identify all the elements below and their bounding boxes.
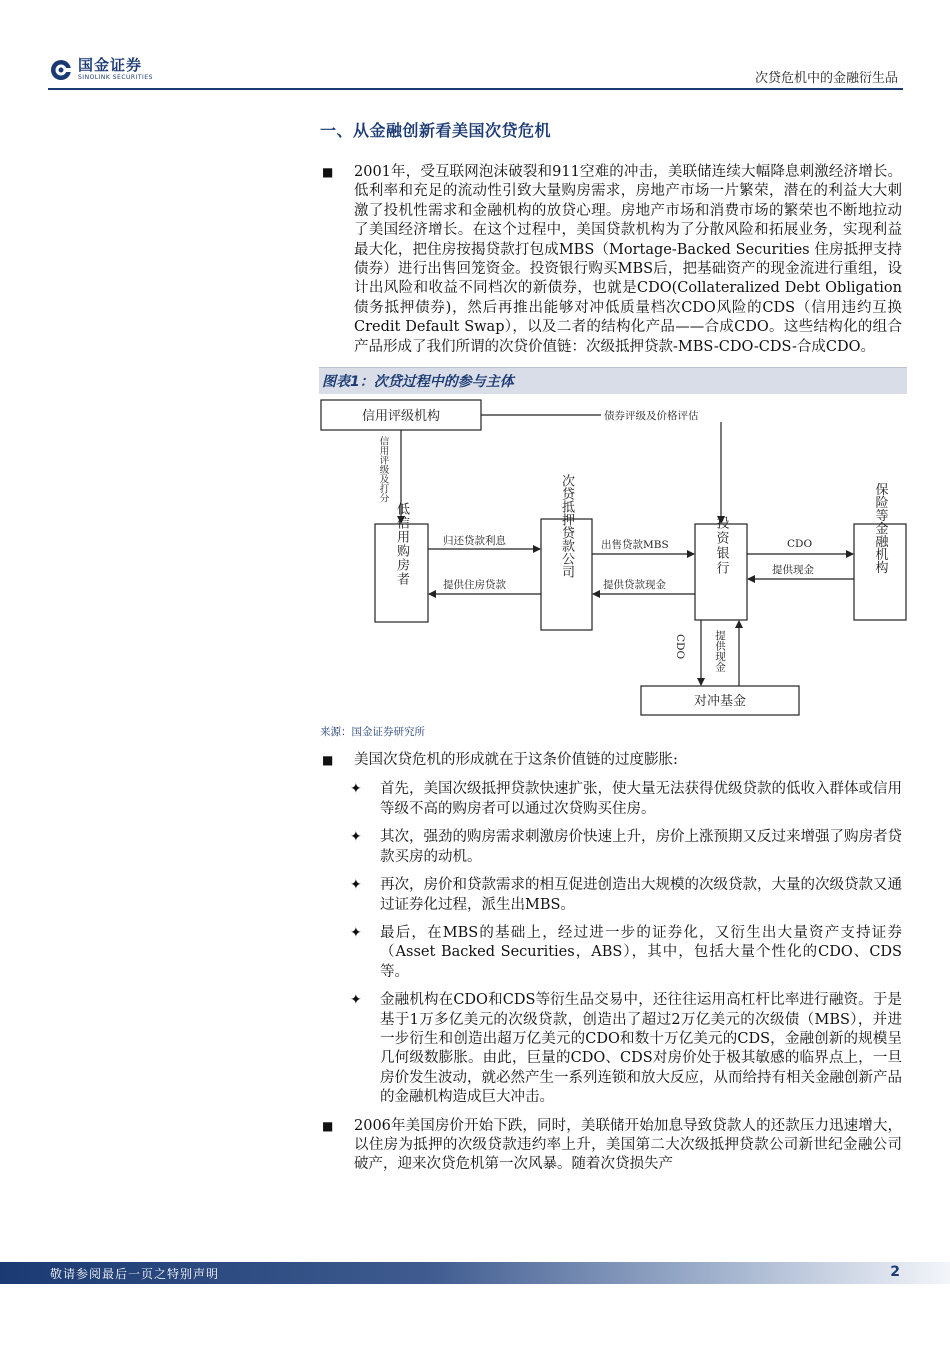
- edge-cdo-hedge-label: CDO: [674, 634, 686, 660]
- disclaimer-notice: 敬请参阅最后一页之特别声明: [50, 1267, 220, 1281]
- diamond-star-bullet-icon: ✦: [350, 877, 362, 894]
- company-logo: [50, 58, 153, 81]
- sub-point-text: 再次，房价和贷款需求的相互促进创造出大规模的次级贷款，大量的次级贷款又通过证券化过程，派生出MBS。: [380, 877, 902, 913]
- sub-point-text: 首先，美国次级抵押贷款快速扩张，使大量无法获得优级贷款的低收入群体或信用等级不高的购房者可以通过次贷购买住房。: [380, 781, 902, 817]
- sub-point-5: [320, 991, 902, 1107]
- sinolink-logo-icon: [50, 59, 72, 81]
- page-number: 2: [890, 1264, 900, 1280]
- edge-loan-cash-label: 提供贷款现金: [603, 579, 666, 592]
- node-borrower-label: 低信用购房者: [394, 502, 409, 587]
- figure-title-bar: [319, 367, 907, 394]
- node-hedge-fund-label: 对冲基金: [693, 694, 747, 710]
- paragraph-2-text: 美国次贷危机的形成就在于这条价值链的过度膨胀:: [354, 752, 678, 769]
- node-investment-bank-label: 投资银行: [713, 516, 729, 577]
- edge-cdo-insurance-label: CDO: [787, 538, 813, 551]
- sub-point-2: [320, 828, 902, 867]
- logo-chinese-name: 国金证券: [78, 56, 143, 74]
- page-footer: [0, 1262, 950, 1284]
- paragraph-3: [320, 1117, 902, 1175]
- sub-point-1: [320, 780, 902, 819]
- figure-source: 来源：国金证券研究所: [320, 726, 425, 739]
- paragraph-1: [320, 163, 902, 357]
- figure-title: 图表1：次贷过程中的参与主体: [322, 374, 514, 391]
- square-bullet-icon: ■: [322, 165, 334, 179]
- logo-english-name: SINOLINK SECURITIES: [78, 74, 153, 81]
- diamond-star-bullet-icon: ✦: [350, 829, 362, 846]
- section-title: 一、从金融创新看美国次贷危机: [320, 121, 552, 140]
- paragraph-1-text: 2001年，受互联网泡沫破裂和911空难的冲击，美联储连续大幅降息刺激经济增长。低利率和充足的流动性引致大量购房需求，房地产市场一片繁荣，潜在的利益大大刺激了投机性需求和金融机构的放贷心理。房地产市场和消费市场的繁荣也不断地拉动了美国经济增长。在这个过程中，美国贷款机构为了分散风险和拓展业务，实现利益最大化，把住房按揭贷款打包成MBS（Mortage-Backed Securities 住房抵押支持债券）进行出售回笼资金。投资银行购买MBS后，把基础资产的现金流进行重组，设计出风险和收益不同档次的新债券，也就是CDO(Collateralized Debt Obligation 债务抵押债券)，然后再推出能够对冲低质量档次CDO风险的CDS（信用违约互换 Credit Default Swap），以及二者的结构化产品——合成CDO。这些结构化的组合产品形成了我们所谓的次贷价值链：次级抵押贷款-MBS-CDO-CDS-合成CDO。: [354, 164, 902, 355]
- node-mortgage-company-label: 次贷抵押贷款公司: [559, 474, 574, 579]
- sub-point-text: 其次，强劲的购房需求刺激房价快速上升，房价上涨预期又反过来增强了购房者贷款买房的动机。: [380, 829, 902, 865]
- sub-point-3: [320, 876, 902, 915]
- participants-diagram: [319, 394, 909, 718]
- sub-point-text: 金融机构在CDO和CDS等衍生品交易中，还往往运用高杠杆比率进行融资。于是基于1万多亿美元的次级贷款，创造出了超过2万亿美元的次级债（MBS），并进一步衍生和创造出超万亿美元的CDO和数十万亿美元的CDS，金融创新的规模呈几何级数膨胀。由此，巨量的CDO、CDS对房价处于极其敏感的临界点上，一旦房价发生波动，就必然产生一系列连锁和放大反应，从而给持有相关金融创新产品的金融机构造成巨大冲击。: [380, 992, 902, 1106]
- edge-credit-rating-label: 信用评级及打分: [377, 436, 389, 503]
- diamond-star-bullet-icon: ✦: [350, 781, 362, 798]
- edge-cash-hedge-label: 提供现金: [714, 630, 726, 673]
- page-header: [0, 0, 950, 95]
- node-insurance-label: 保险等金融机构: [872, 482, 888, 574]
- square-bullet-icon: ■: [322, 1118, 334, 1133]
- sub-point-4: [320, 924, 902, 982]
- square-bullet-icon: ■: [322, 753, 334, 768]
- diamond-star-bullet-icon: ✦: [350, 924, 362, 941]
- edge-bond-rating-label: 债券评级及价格评估: [604, 410, 699, 423]
- sub-point-text: 最后，在MBS的基础上，经过进一步的证券化，又衍生出大量资产支持证券（Asset Backed Securities，ABS），其中，包括大量个性化的CDO、CDS等。: [380, 924, 902, 980]
- paragraph-3-text: 2006年美国房价开始下跌，同时，美联储开始加息导致贷款人的还款压力迅速增大，以住房为抵押的次级贷款违约率上升，美国第二大次级抵押贷款公司新世纪金融公司破产，迎来次贷危机第一次风暴。随着次贷损失产: [354, 1117, 902, 1173]
- edge-provide-loan-label: 提供住房贷款: [443, 579, 506, 592]
- report-title: 次贷危机中的金融衍生品: [754, 71, 898, 86]
- diagram-svg: [319, 394, 909, 718]
- edge-sell-loan-label: 出售贷款MBS: [601, 539, 669, 552]
- main-content: [320, 110, 902, 1185]
- edge-repay-label: 归还贷款利息: [443, 535, 506, 548]
- header-divider: [48, 88, 903, 90]
- node-rating-agency-label: 信用评级机构: [361, 409, 441, 425]
- diamond-star-bullet-icon: ✦: [350, 992, 362, 1009]
- paragraph-2: [320, 751, 902, 770]
- edge-cash-insurance-label: 提供现金: [772, 564, 814, 577]
